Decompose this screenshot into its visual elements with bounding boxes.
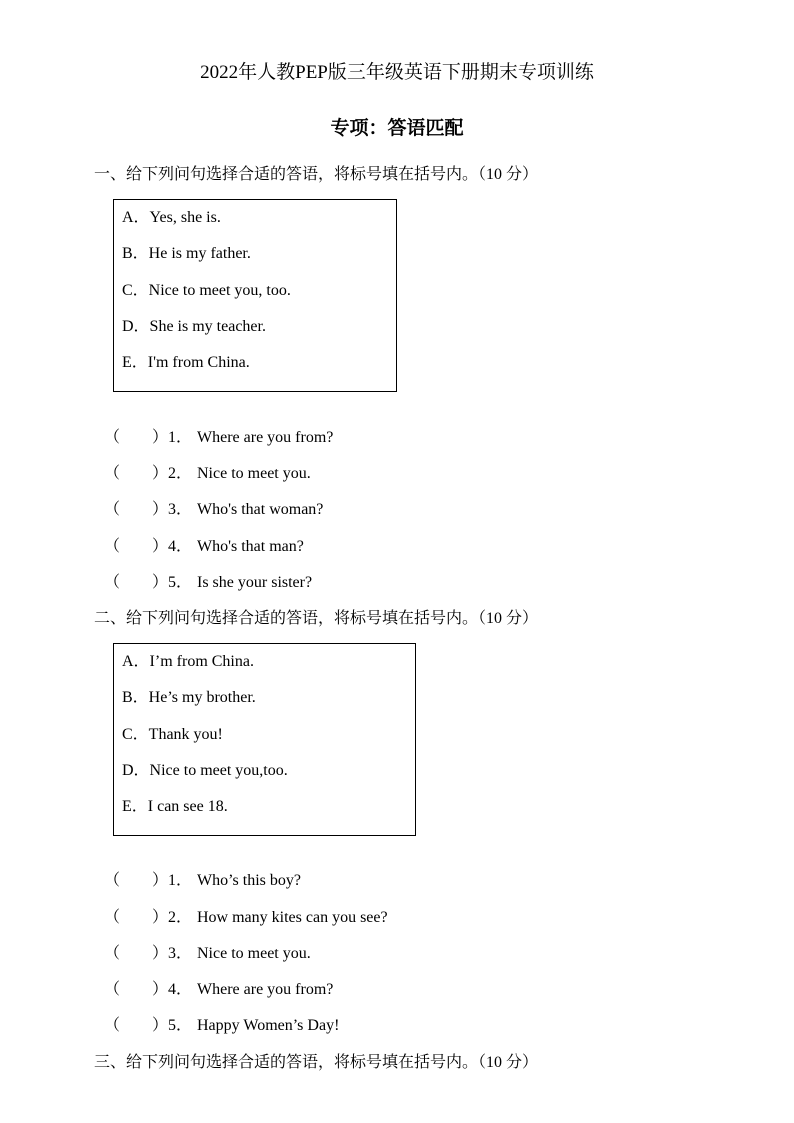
answer-blank-close: ） — [152, 538, 169, 555]
option-b: B．He’s my brother. — [122, 689, 256, 706]
answer-blank-close: ） — [152, 574, 169, 591]
question-text: Who's that man? — [197, 538, 304, 555]
answer-blank-open[interactable]: （ — [104, 945, 121, 962]
question-number: 1． — [168, 872, 193, 889]
question-number: 1． — [168, 429, 193, 446]
option-b: B．He is my father. — [122, 245, 251, 262]
document-title: 2022年人教PEP版三年级英语下册期末专项训练 — [200, 62, 594, 83]
topic-title: 专项：答语匹配 — [330, 117, 464, 139]
question-text: Who's that woman? — [197, 501, 324, 518]
question-text: Where are you from? — [197, 981, 334, 998]
question-number: 4． — [168, 538, 193, 555]
answer-blank-open[interactable]: （ — [104, 465, 121, 482]
question-number: 4． — [168, 981, 193, 998]
question-text: Happy Women’s Day! — [197, 1017, 340, 1034]
section-2-option-box — [113, 643, 416, 836]
answer-blank-close: ） — [152, 909, 169, 926]
option-d: D．She is my teacher. — [122, 318, 266, 335]
answer-blank-open[interactable]: （ — [104, 538, 121, 555]
question-text: Who’s this boy? — [197, 872, 301, 889]
option-c: C．Thank you! — [122, 726, 223, 743]
answer-blank-open[interactable]: （ — [104, 872, 121, 889]
section-3-heading: 三、给下列问句选择合适的答语，将标号填在括号内。（10 分） — [94, 1054, 539, 1071]
answer-blank-close: ） — [152, 465, 169, 482]
section-2-heading: 二、给下列问句选择合适的答语，将标号填在括号内。（10 分） — [94, 610, 539, 627]
option-c: C．Nice to meet you, too. — [122, 282, 291, 299]
answer-blank-open[interactable]: （ — [104, 574, 121, 591]
answer-blank-close: ） — [152, 1017, 169, 1034]
question-text: Nice to meet you. — [197, 945, 311, 962]
answer-blank-open[interactable]: （ — [104, 909, 121, 926]
option-a: A．I’m from China. — [122, 653, 254, 670]
question-number: 5． — [168, 1017, 193, 1034]
question-number: 5． — [168, 574, 193, 591]
answer-blank-open[interactable]: （ — [104, 501, 121, 518]
question-text: Nice to meet you. — [197, 465, 311, 482]
option-e: E．I'm from China. — [122, 354, 250, 371]
section-1-heading: 一、给下列问句选择合适的答语，将标号填在括号内。（10 分） — [94, 166, 539, 183]
question-number: 2． — [168, 909, 193, 926]
answer-blank-close: ） — [152, 872, 169, 889]
question-text: How many kites can you see? — [197, 909, 388, 926]
answer-blank-open[interactable]: （ — [104, 1017, 121, 1034]
answer-blank-close: ） — [152, 945, 169, 962]
answer-blank-close: ） — [152, 429, 169, 446]
question-number: 3． — [168, 945, 193, 962]
answer-blank-close: ） — [152, 981, 169, 998]
question-number: 3． — [168, 501, 193, 518]
section-1-option-box — [113, 199, 397, 392]
option-e: E．I can see 18. — [122, 798, 228, 815]
answer-blank-open[interactable]: （ — [104, 429, 121, 446]
question-text: Where are you from? — [197, 429, 334, 446]
option-a: A．Yes, she is. — [122, 209, 221, 226]
option-d: D．Nice to meet you,too. — [122, 762, 288, 779]
answer-blank-close: ） — [152, 501, 169, 518]
question-text: Is she your sister? — [197, 574, 313, 591]
answer-blank-open[interactable]: （ — [104, 981, 121, 998]
question-number: 2． — [168, 465, 193, 482]
